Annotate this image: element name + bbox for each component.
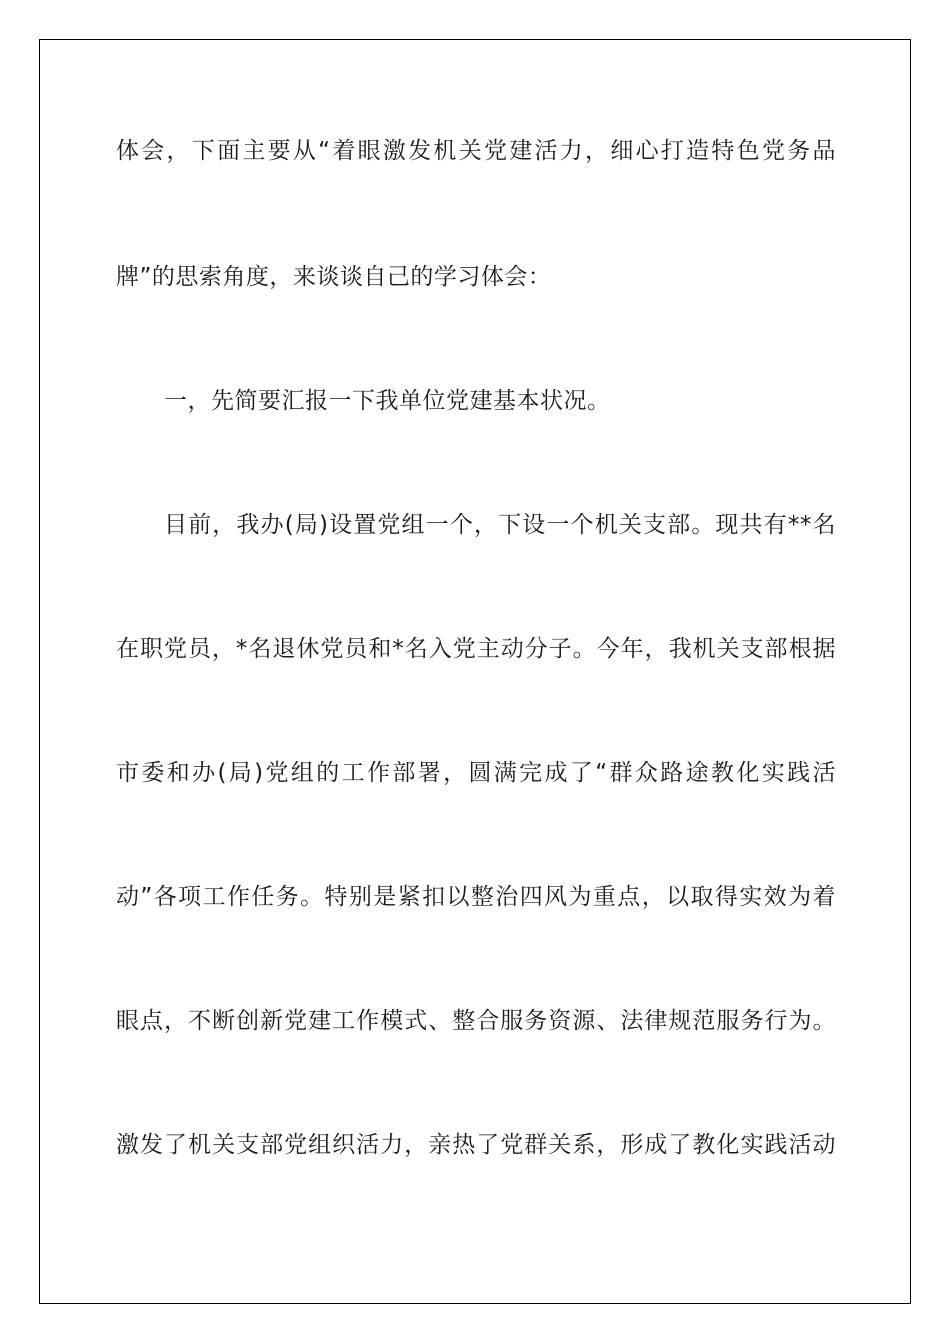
paragraph-line-4: 在职党员，*名退休党员和*名入党主动分子。今年，我机关支部根据 <box>116 636 836 662</box>
paragraph-line-3: 目前，我办(局)设置党组一个，下设一个机关支部。现共有**名 <box>164 512 836 538</box>
paragraph-line-8: 激发了机关支部党组织活力，亲热了党群关系，形成了教化实践活动 <box>116 1132 836 1158</box>
paragraph-line-1: 体会，下面主要从“着眼激发机关党建活力，细心打造特色党务品 <box>116 138 836 164</box>
paragraph-line-6: 动”各项工作任务。特别是紧扣以整治四风为重点，以取得实效为着 <box>116 884 836 910</box>
paragraph-line-7: 眼点，不断创新党建工作模式、整合服务资源、法律规范服务行为。 <box>116 1008 836 1034</box>
paragraph-line-5: 市委和办(局)党组的工作部署，圆满完成了“群众路途教化实践活 <box>116 760 836 786</box>
section-heading: 一，先简要汇报一下我单位党建基本状况。 <box>164 388 611 414</box>
page-border <box>39 39 911 1304</box>
paragraph-line-2: 牌”的思索角度，来谈谈自己的学习体会： <box>116 264 552 290</box>
